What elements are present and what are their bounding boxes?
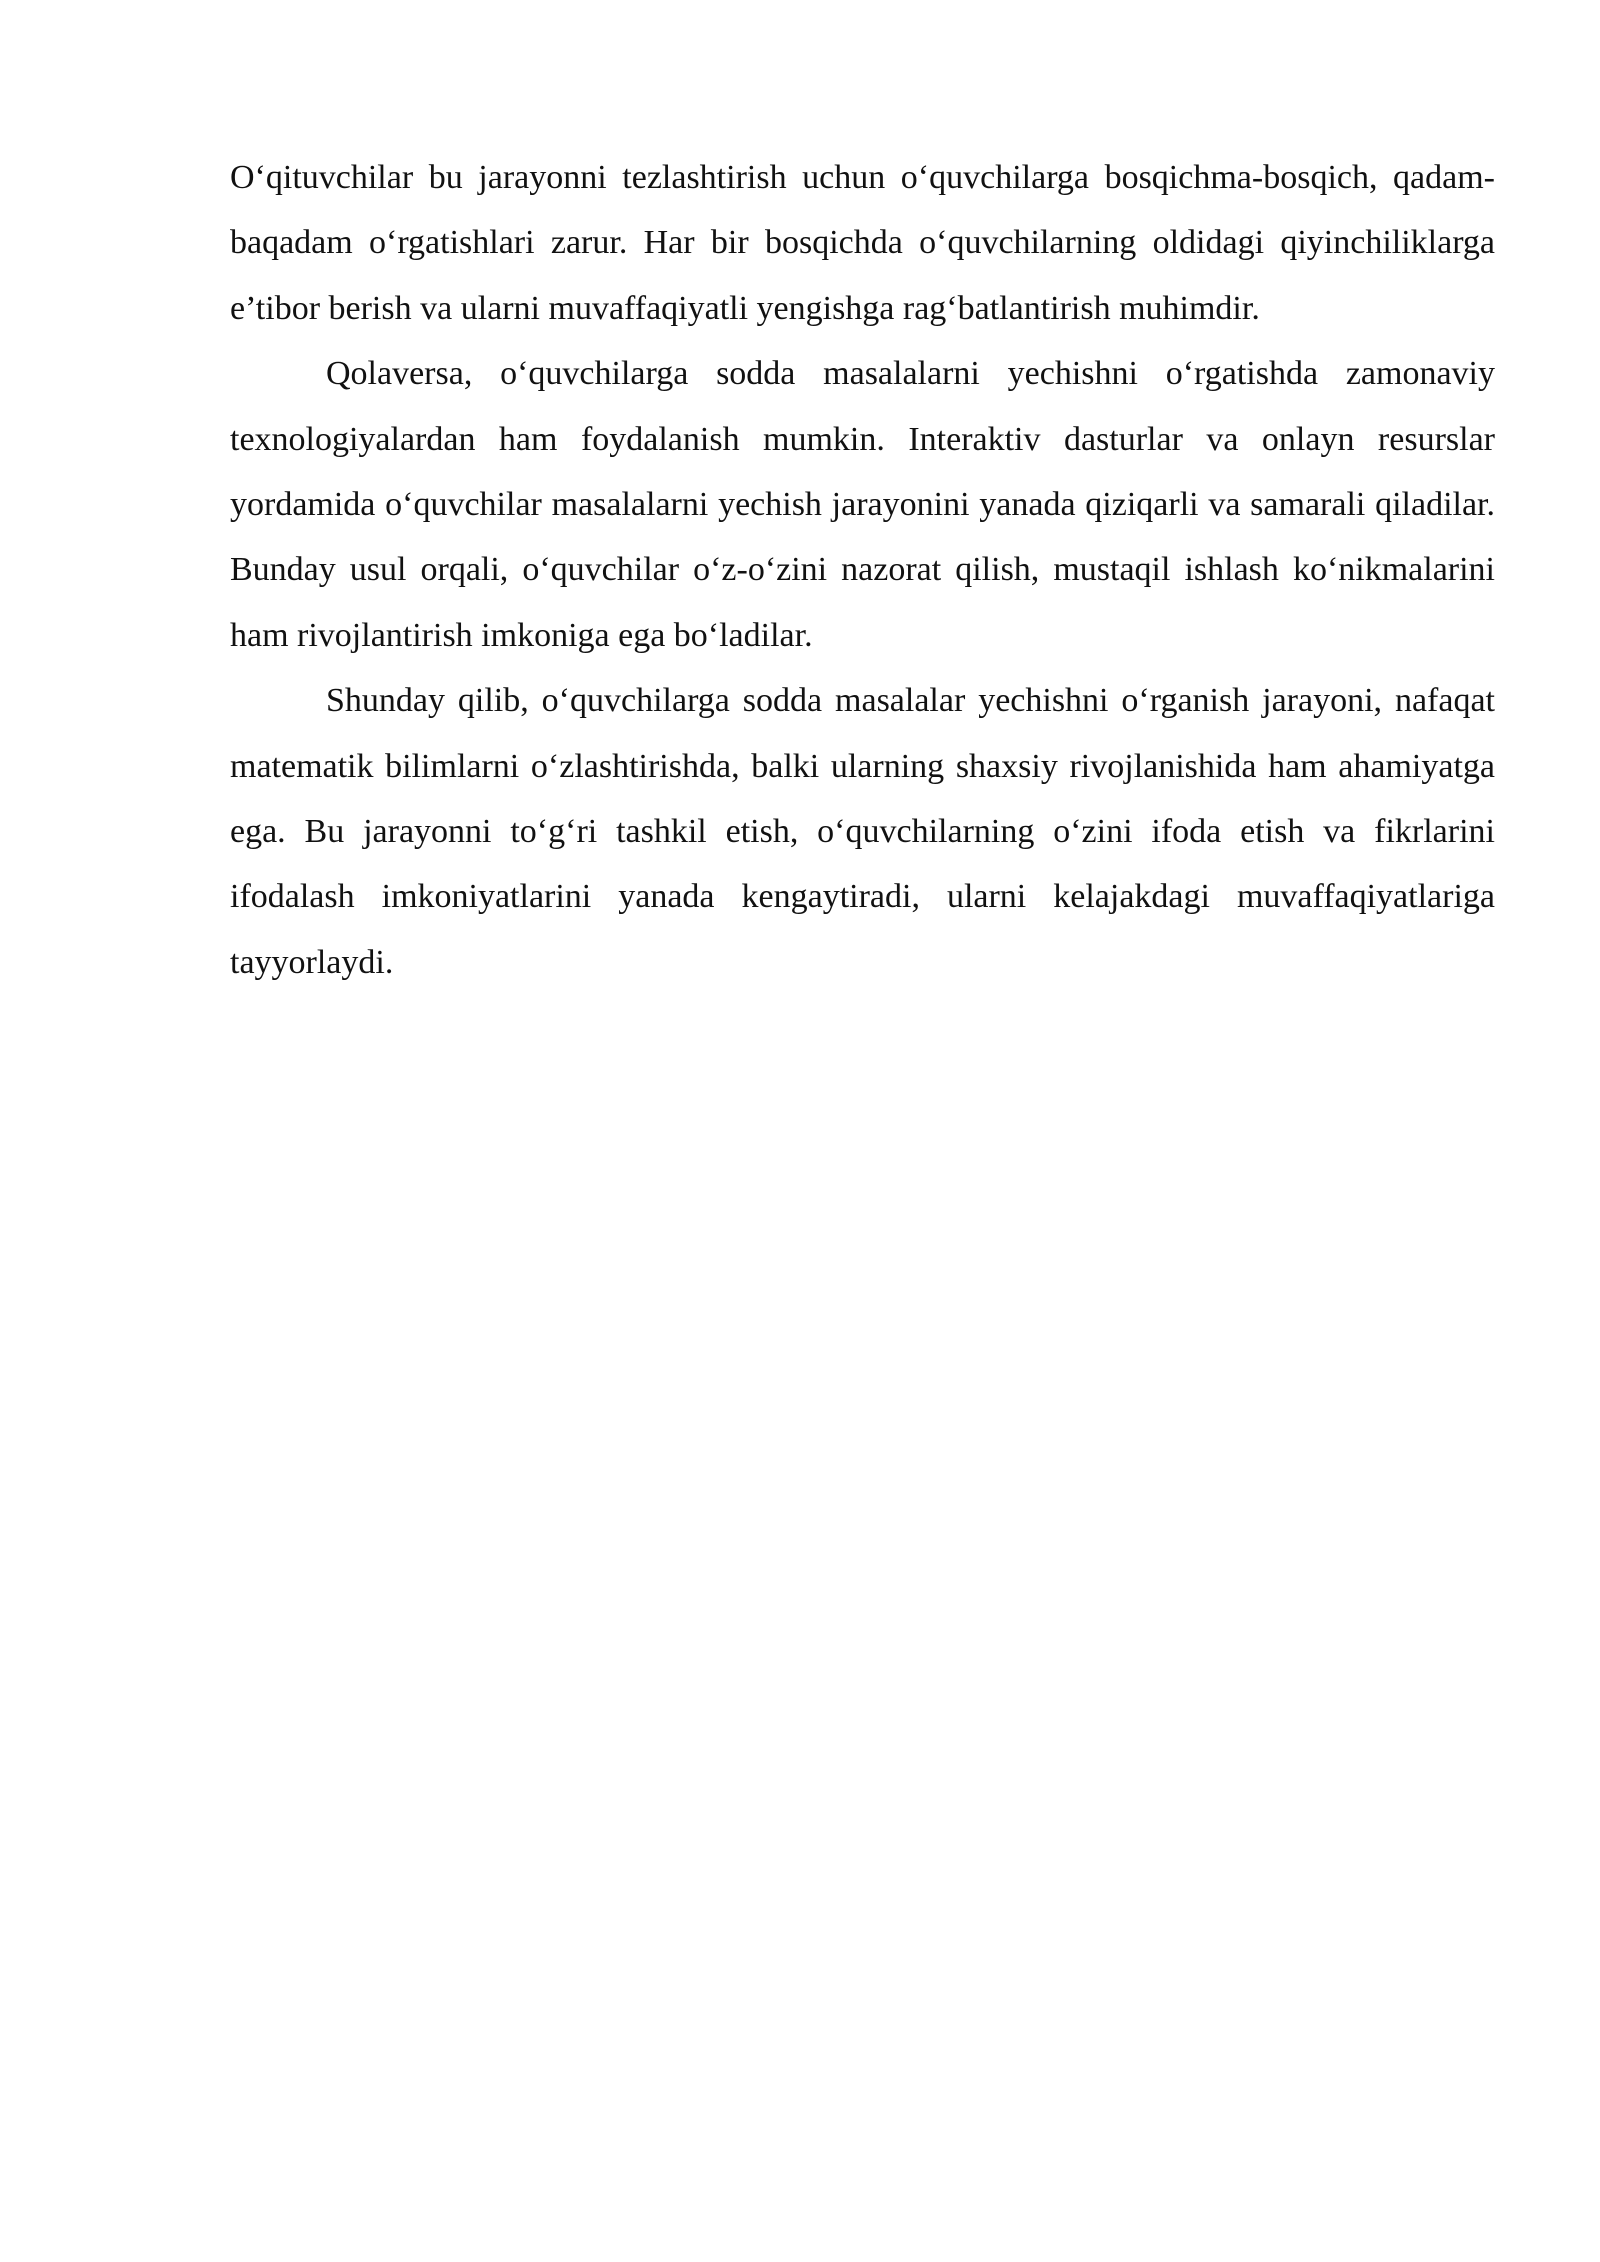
paragraph-2: Qolaversa, o‘quvchilarga sodda masalalarni yechishni o‘rgatishda zamonaviy texnologiyalardan ham foydalanish mumkin. Interaktiv dasturlar va onlayn resurslar yordamida o‘quvchilar masalalarni yechish jarayonini yanada qiziqarli va samarali qiladilar. Bunday usul orqali, o‘quvchilar o‘z-o‘zini nazorat qilish, mustaqil ishlash ko‘nikmalarini ham rivojlantirish imkoniga ega bo‘ladilar. (230, 355, 1495, 654)
paragraph-3: Shunday qilib, o‘quvchilarga sodda masalalar yechishni o‘rganish jarayoni, nafaqat matematik bilimlarni o‘zlashtirishda, balki ularning shaxsiy rivojlanishida ham ahamiyatga ega. Bu jarayonni to‘g‘ri tashkil etish, o‘quvchilarning o‘zini ifoda etish va fikrlarini ifodalash imkoniyatlarini yanada kengaytiradi, ularni kelajakdagi muvaffaqiyatlariga tayyorlaydi. (230, 682, 1495, 981)
body-text (230, 145, 1495, 995)
paragraph-1: O‘qituvchilar bu jarayonni tezlashtirish uchun o‘quvchilarga bosqichma-bosqich, qadam-baqadam o‘rgatishlari zarur. Har bir bosqichda o‘quvchilarning oldidagi qiyinchiliklarga e’tibor berish va ularni muvaffaqiyatli yengishga rag‘batlantirish muhimdir. (230, 159, 1495, 327)
